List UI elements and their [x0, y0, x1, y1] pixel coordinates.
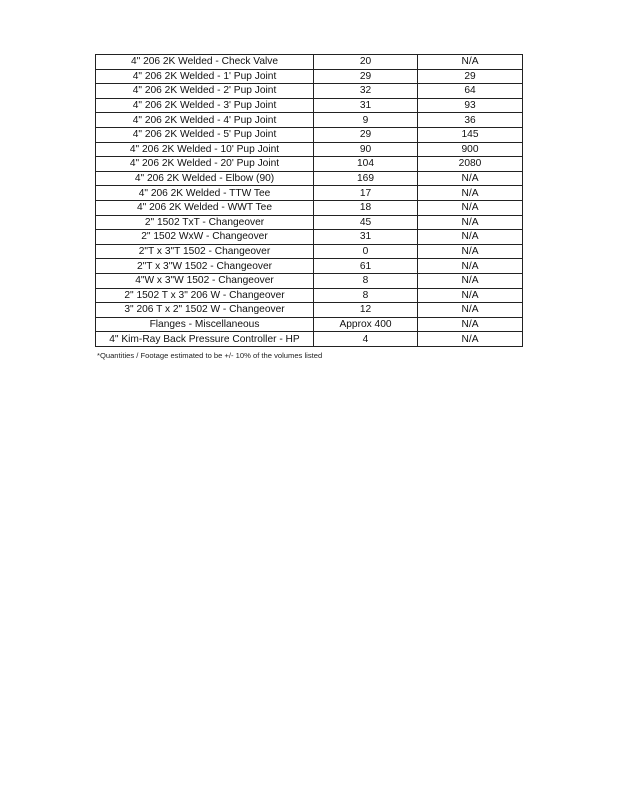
footage-cell: N/A [418, 244, 523, 259]
item-cell: 4" 206 2K Welded - Elbow (90) [96, 171, 314, 186]
quantity-cell: 8 [314, 288, 418, 303]
item-cell: 4" 206 2K Welded - TTW Tee [96, 186, 314, 201]
item-cell: Flanges - Miscellaneous [96, 317, 314, 332]
table-row [96, 273, 523, 288]
footage-cell: N/A [418, 273, 523, 288]
item-cell: 4" 206 2K Welded - 5' Pup Joint [96, 127, 314, 142]
quantity-cell: 0 [314, 244, 418, 259]
footage-cell: 145 [418, 127, 523, 142]
footage-cell: N/A [418, 259, 523, 274]
item-cell: 4" 206 2K Welded - WWT Tee [96, 200, 314, 215]
footage-cell: N/A [418, 332, 523, 347]
quantity-cell: 20 [314, 55, 418, 70]
quantity-cell: 17 [314, 186, 418, 201]
item-cell: 4" 206 2K Welded - 20' Pup Joint [96, 157, 314, 172]
table-row [96, 69, 523, 84]
table-row [96, 186, 523, 201]
table-row [96, 142, 523, 157]
table-row [96, 171, 523, 186]
item-cell: 4" 206 2K Welded - 3' Pup Joint [96, 98, 314, 113]
table-row [96, 244, 523, 259]
footage-cell: N/A [418, 288, 523, 303]
quantity-cell: 29 [314, 127, 418, 142]
table-row [96, 303, 523, 318]
table-row [96, 84, 523, 99]
table-row [96, 288, 523, 303]
item-cell: 3" 206 T x 2" 1502 W - Changeover [96, 303, 314, 318]
item-cell: 4" 206 2K Welded - 10' Pup Joint [96, 142, 314, 157]
item-cell: 2"T x 3"W 1502 - Changeover [96, 259, 314, 274]
quantity-cell: 9 [314, 113, 418, 128]
table-row [96, 113, 523, 128]
footnote: *Quantities / Footage estimated to be +/- 10% of the volumes listed [97, 351, 323, 360]
item-cell: 2"T x 3"T 1502 - Changeover [96, 244, 314, 259]
table-row [96, 55, 523, 70]
item-cell: 4" 206 2K Welded - 4' Pup Joint [96, 113, 314, 128]
quantity-cell: 32 [314, 84, 418, 99]
quantity-cell: 45 [314, 215, 418, 230]
quantity-cell: 31 [314, 98, 418, 113]
item-cell: 4" 206 2K Welded - Check Valve [96, 55, 314, 70]
table-row [96, 317, 523, 332]
table-row [96, 98, 523, 113]
table-row [96, 230, 523, 245]
quantity-cell: 104 [314, 157, 418, 172]
table-row [96, 259, 523, 274]
inventory-table-body [96, 55, 523, 347]
footage-cell: 36 [418, 113, 523, 128]
inventory-table [95, 54, 523, 347]
footage-cell: N/A [418, 215, 523, 230]
footage-cell: N/A [418, 171, 523, 186]
item-cell: 4"W x 3"W 1502 - Changeover [96, 273, 314, 288]
quantity-cell: 4 [314, 332, 418, 347]
footage-cell: N/A [418, 230, 523, 245]
footage-cell: 64 [418, 84, 523, 99]
quantity-cell: Approx 400 [314, 317, 418, 332]
quantity-cell: 61 [314, 259, 418, 274]
table-row [96, 127, 523, 142]
quantity-cell: 8 [314, 273, 418, 288]
item-cell: 2" 1502 WxW - Changeover [96, 230, 314, 245]
footage-cell: 29 [418, 69, 523, 84]
footage-cell: N/A [418, 303, 523, 318]
quantity-cell: 29 [314, 69, 418, 84]
footage-cell: N/A [418, 55, 523, 70]
quantity-cell: 12 [314, 303, 418, 318]
quantity-cell: 90 [314, 142, 418, 157]
item-cell: 4" Kim-Ray Back Pressure Controller - HP [96, 332, 314, 347]
item-cell: 4" 206 2K Welded - 1' Pup Joint [96, 69, 314, 84]
table-row [96, 332, 523, 347]
footage-cell: N/A [418, 200, 523, 215]
table-row [96, 200, 523, 215]
item-cell: 4" 206 2K Welded - 2' Pup Joint [96, 84, 314, 99]
item-cell: 2" 1502 TxT - Changeover [96, 215, 314, 230]
footage-cell: 900 [418, 142, 523, 157]
footage-cell: 2080 [418, 157, 523, 172]
footage-cell: 93 [418, 98, 523, 113]
quantity-cell: 18 [314, 200, 418, 215]
table-row [96, 157, 523, 172]
table-row [96, 215, 523, 230]
quantity-cell: 31 [314, 230, 418, 245]
quantity-cell: 169 [314, 171, 418, 186]
footage-cell: N/A [418, 317, 523, 332]
item-cell: 2" 1502 T x 3" 206 W - Changeover [96, 288, 314, 303]
footage-cell: N/A [418, 186, 523, 201]
